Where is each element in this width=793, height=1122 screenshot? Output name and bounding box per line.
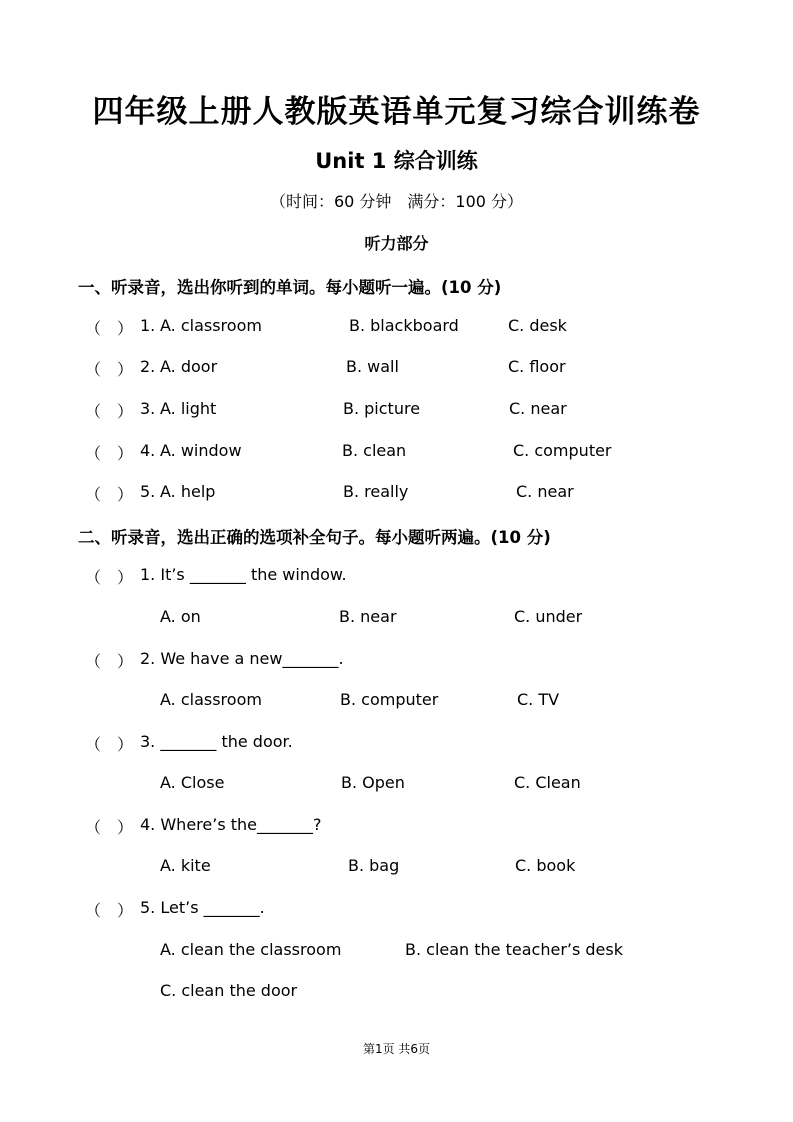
- answer-paren[interactable]: （ ）: [85, 444, 134, 463]
- answer-paren[interactable]: （ ）: [85, 568, 134, 587]
- question-text: 5. Let’s _______.: [140, 898, 265, 917]
- s2-question-1: [85, 565, 725, 587]
- s2-options-5-line2: [85, 981, 725, 1003]
- answer-paren[interactable]: （ ）: [85, 402, 134, 421]
- option-c: C. computer: [513, 441, 612, 460]
- answer-paren[interactable]: （ ）: [85, 319, 134, 338]
- option-a: A. window: [160, 441, 242, 460]
- option-b: B. wall: [346, 357, 399, 376]
- section2-heading: 二、听录音，选出正确的选项补全句子。每小题听两遍。(10 分): [78, 528, 551, 547]
- option-b: B. blackboard: [349, 316, 459, 335]
- page-footer: 第1页 共6页: [362, 1042, 431, 1056]
- option-a: A. help: [160, 482, 216, 501]
- option-b: B. clean the teacher’s desk: [405, 940, 623, 959]
- option-a: A. door: [160, 357, 218, 376]
- option-c: C. near: [516, 482, 574, 501]
- s2-options-3: [85, 773, 725, 795]
- option-c: C. near: [509, 399, 567, 418]
- question-text: 4. Where’s the_______?: [140, 815, 322, 834]
- option-a: A. Close: [160, 773, 225, 792]
- s2-question-4: [85, 815, 725, 837]
- option-c: C. Clean: [514, 773, 581, 792]
- section1-heading: 一、听录音，选出你听到的单词。每小题听一遍。(10 分): [78, 278, 502, 297]
- option-b: B. picture: [343, 399, 421, 418]
- option-a: A. on: [160, 607, 201, 626]
- answer-paren[interactable]: （ ）: [85, 485, 134, 504]
- s2-question-2: [85, 649, 725, 671]
- option-a: A. kite: [160, 856, 211, 875]
- option-a: A. light: [160, 399, 217, 418]
- s2-question-5: [85, 898, 725, 920]
- option-b: B. bag: [348, 856, 400, 875]
- question-number: 1.: [140, 316, 156, 335]
- s2-options-2: [85, 690, 725, 712]
- question-number: 3.: [140, 399, 156, 418]
- option-c: C. desk: [508, 316, 567, 335]
- question-text: 1. It’s _______ the window.: [140, 565, 347, 584]
- s1-question-1: [85, 316, 725, 338]
- option-b: B. clean: [342, 441, 407, 460]
- answer-paren[interactable]: （ ）: [85, 735, 134, 754]
- option-c: C. clean the door: [160, 981, 298, 1000]
- s1-question-4: [85, 441, 725, 463]
- option-c: C. floor: [508, 357, 566, 376]
- option-a: A. clean the classroom: [160, 940, 342, 959]
- option-b: B. near: [339, 607, 397, 626]
- answer-paren[interactable]: （ ）: [85, 652, 134, 671]
- s1-question-2: [85, 357, 725, 379]
- answer-paren[interactable]: （ ）: [85, 818, 134, 837]
- option-b: B. really: [343, 482, 409, 501]
- option-b: B. Open: [341, 773, 405, 792]
- s2-options-4: [85, 856, 725, 878]
- question-text: 2. We have a new_______.: [140, 649, 344, 668]
- answer-paren[interactable]: （ ）: [85, 901, 134, 920]
- option-a: A. classroom: [160, 316, 262, 335]
- s2-options-5: [85, 940, 725, 962]
- s1-question-5: [85, 482, 725, 504]
- option-c: C. TV: [517, 690, 560, 709]
- option-a: A. classroom: [160, 690, 262, 709]
- time-info: （时间：60 分钟 满分：100 分）: [269, 192, 524, 211]
- question-text: 3. _______ the door.: [140, 732, 293, 751]
- s2-options-1: [85, 607, 725, 629]
- paper-title: 四年级上册人教版英语单元复习综合训练卷: [92, 94, 701, 130]
- question-number: 4.: [140, 441, 156, 460]
- answer-paren[interactable]: （ ）: [85, 360, 134, 379]
- question-number: 5.: [140, 482, 156, 501]
- s1-question-3: [85, 399, 725, 421]
- unit-subtitle: Unit 1 综合训练: [315, 149, 478, 173]
- part-title: 听力部分: [364, 234, 429, 253]
- question-number: 2.: [140, 357, 156, 376]
- option-c: C. book: [515, 856, 576, 875]
- option-b: B. computer: [340, 690, 439, 709]
- s2-question-3: [85, 732, 725, 754]
- option-c: C. under: [514, 607, 583, 626]
